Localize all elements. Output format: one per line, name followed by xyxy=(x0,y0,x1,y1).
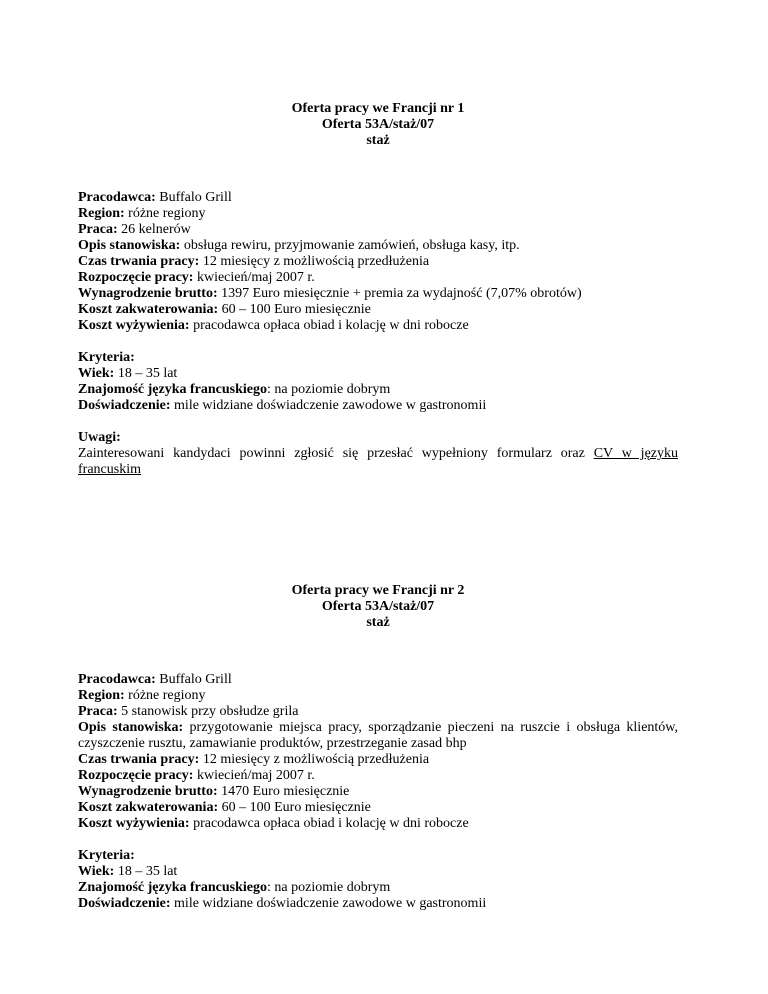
offer-1-code: Oferta 53A/staż/07 xyxy=(321,117,435,132)
spacer xyxy=(78,334,678,350)
field-label: Doświadczenie: xyxy=(78,896,171,911)
field-label: Wynagrodzenie brutto: xyxy=(78,286,218,301)
field-start xyxy=(78,270,678,286)
field-value: kwiecień/maj 2007 r. xyxy=(193,270,315,285)
field-value: 12 miesięcy z możliwością przedłużenia xyxy=(199,254,430,269)
criteria-experience xyxy=(78,398,678,414)
field-label: Koszt zakwaterowania: xyxy=(78,800,219,815)
criteria-language xyxy=(78,382,678,398)
field-region xyxy=(78,206,678,222)
field-value: : na poziomie dobrym xyxy=(267,382,391,397)
offer-2-details xyxy=(78,672,678,912)
spacer xyxy=(78,414,678,430)
field-label: Czas trwania pracy: xyxy=(78,752,200,767)
field-label: Koszt wyżywienia: xyxy=(78,816,190,831)
field-label: Doświadczenie: xyxy=(78,398,171,413)
field-value: 18 – 35 lat xyxy=(114,366,178,381)
field-value: różne regiony xyxy=(124,206,206,221)
field-label: Rozpoczęcie pracy: xyxy=(78,270,194,285)
section-heading: Kryteria: xyxy=(78,848,135,863)
field-value: Buffalo Grill xyxy=(155,672,232,687)
field-label: Koszt wyżywienia: xyxy=(78,318,190,333)
field-duration xyxy=(78,254,678,270)
offer-2 xyxy=(78,583,678,912)
spacer xyxy=(78,832,678,848)
offer-1-type: staż xyxy=(366,133,390,148)
field-value: pracodawca opłaca obiad i kolację w dni robocze xyxy=(189,318,469,333)
field-salary xyxy=(78,784,678,800)
field-description xyxy=(78,720,678,752)
field-label: Praca: xyxy=(78,704,118,719)
criteria-title xyxy=(78,350,678,366)
offer-2-title: Oferta pracy we Francji nr 2 xyxy=(291,583,465,598)
offer-1-title: Oferta pracy we Francji nr 1 xyxy=(291,101,465,116)
field-value: Buffalo Grill xyxy=(155,190,232,205)
field-label: Praca: xyxy=(78,222,118,237)
field-job xyxy=(78,704,678,720)
criteria-title xyxy=(78,848,678,864)
field-value: 26 kelnerów xyxy=(117,222,191,237)
field-accommodation xyxy=(78,800,678,816)
criteria-age xyxy=(78,366,678,382)
field-label: Pracodawca: xyxy=(78,190,156,205)
field-label: Wynagrodzenie brutto: xyxy=(78,784,218,799)
field-region xyxy=(78,688,678,704)
section-heading: Uwagi: xyxy=(78,430,121,445)
field-job xyxy=(78,222,678,238)
field-label: Wiek: xyxy=(78,366,115,381)
field-label: Opis stanowiska: xyxy=(78,238,181,253)
field-label: Pracodawca: xyxy=(78,672,156,687)
field-value: obsługa rewiru, przyjmowanie zamówień, obsługa kasy, itp. xyxy=(180,238,520,253)
field-value: 18 – 35 lat xyxy=(114,864,178,879)
field-label: Czas trwania pracy: xyxy=(78,254,200,269)
field-label: Region: xyxy=(78,688,125,703)
offer-2-code: Oferta 53A/staż/07 xyxy=(321,599,435,614)
field-value: pracodawca opłaca obiad i kolację w dni robocze xyxy=(189,816,469,831)
field-value: 1397 Euro miesięcznie + premia za wydajność (7,07% obrotów) xyxy=(217,286,582,301)
notes-body: Zainteresowani kandydaci powinni zgłosić się przesłać wypełniony formularz oraz xyxy=(78,446,594,461)
field-label: Wiek: xyxy=(78,864,115,879)
notes-text xyxy=(78,446,678,478)
field-label: Rozpoczęcie pracy: xyxy=(78,768,194,783)
field-start xyxy=(78,768,678,784)
field-meals xyxy=(78,318,678,334)
field-label: Koszt zakwaterowania: xyxy=(78,302,219,317)
field-salary xyxy=(78,286,678,302)
field-accommodation xyxy=(78,302,678,318)
section-heading: Kryteria: xyxy=(78,350,135,365)
field-label: Region: xyxy=(78,206,125,221)
criteria-experience xyxy=(78,896,678,912)
cv-link[interactable]: CV w języku francuskim xyxy=(78,446,678,477)
field-value: 60 – 100 Euro miesięcznie xyxy=(218,800,371,815)
offer-1-details xyxy=(78,190,678,478)
field-meals xyxy=(78,816,678,832)
offer-2-type: staż xyxy=(366,615,390,630)
field-value: 60 – 100 Euro miesięcznie xyxy=(218,302,371,317)
field-value: 1470 Euro miesięcznie xyxy=(217,784,350,799)
field-value: 5 stanowisk przy obsłudze grila xyxy=(117,704,299,719)
field-value: mile widziane doświadczenie zawodowe w gastronomii xyxy=(170,398,487,413)
field-employer xyxy=(78,672,678,688)
field-description xyxy=(78,238,678,254)
field-employer xyxy=(78,190,678,206)
field-value: kwiecień/maj 2007 r. xyxy=(193,768,315,783)
field-value: 12 miesięcy z możliwością przedłużenia xyxy=(199,752,430,767)
field-value: : na poziomie dobrym xyxy=(267,880,391,895)
field-label: Opis stanowiska: xyxy=(78,720,184,735)
field-duration xyxy=(78,752,678,768)
offer-2-heading xyxy=(78,583,678,631)
field-value: mile widziane doświadczenie zawodowe w gastronomii xyxy=(170,896,487,911)
notes-title xyxy=(78,430,678,446)
offer-1-heading xyxy=(78,101,678,149)
criteria-age xyxy=(78,864,678,880)
field-value: różne regiony xyxy=(124,688,206,703)
field-label: Znajomość języka francuskiego xyxy=(78,382,267,397)
field-value: przygotowanie miejsca pracy, sporządzanie pieczeni na ruszcie i obsługa klientów, czyszczenie rusztu, zamawianie produktów, przestrzeganie zasad bhp xyxy=(78,720,678,751)
field-label: Znajomość języka francuskiego xyxy=(78,880,267,895)
offer-1 xyxy=(78,101,678,478)
criteria-language xyxy=(78,880,678,896)
